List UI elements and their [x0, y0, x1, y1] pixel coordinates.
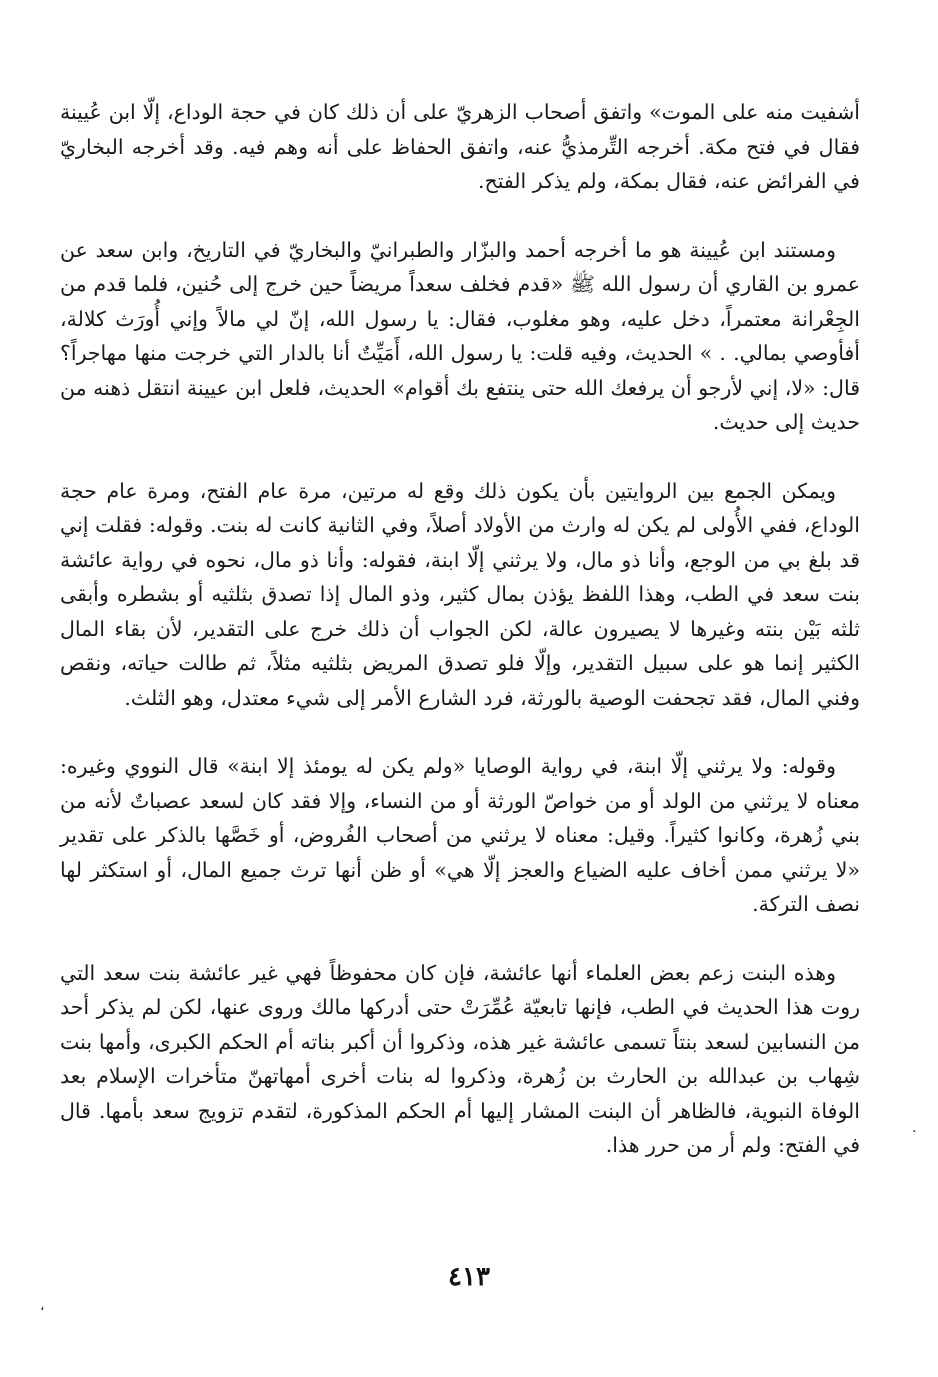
- paragraph-3: ويمكن الجمع بين الروايتين بأن يكون ذلك وقع له مرتين، مرة عام الفتح، ومرة عام حجة الوداع، ففي الأُولى لم يكن له وارث من الأولاد أصلاً، وفي الثانية كانت له بنت. وقوله: فقلت إني قد بلغ بي من الوجع، وأنا ذو مال، ولا يرثني إلّا ابنة، فقوله: وأنا ذو مال، نحوه في رواية عائشة بنت سعد في الطب، وهذا اللفظ يؤذن بمال كثير، وذو المال إذا تصدق بثلثيه أو بشطره وأبقى ثلثه بَيْن بنته وغيرها لا يصيرون عالة، لكن الجواب أن ذلك خرج على التقدير، لأن بقاء المال الكثير إنما هو على سبيل التقدير، وإلّا فلو تصدق المريض بثلثيه مثلاً، ثم طالت حياته، ونقص وفني المال، فقد تجحفت الوصية بالورثة، فرد الشارع الأمر إلى شيء معتدل، وهو الثلث.: [60, 478, 860, 710]
- paragraph-5: وهذه البنت زعم بعض العلماء أنها عائشة، فإن كان محفوظاً فهي غير عائشة بنت سعد التي روت هذا الحديث في الطب، فإنها تابعيّة عُمِّرَتْ حتى أدركها مالك وروى عنها، لكن لم يذكر أحد من النسابين لسعد بنتاً تسمى عائشة غير هذه، وذكروا أن أكبر بناته أم الحكم الكبرى، وأمها بنت شِهاب بن عبدالله بن الحارث بن زُهرة، وذكروا له بنات أخرى أمهاتهنّ متأخرات الإسلام بعد الوفاة النبوية، فالظاهر أن البنت المشار إليها أم الحكم المذكورة، لتقدم تزويج سعد بأمها. قال في الفتح: ولم أر من حرر هذا.: [60, 960, 860, 1157]
- margin-mark-bottom: ،: [40, 1298, 45, 1314]
- page-body: [60, 95, 860, 1197]
- paragraph-2: ومستند ابن عُيينة هو ما أخرجه أحمد والبزّار والطبرانيّ والبخاريّ في التاريخ، وابن سعد عن عمرو بن القاري أن رسول الله ﷺ «قدم فخلف سعداً مريضاً حين خرج إلى حُنين، فلما قدم من الجِعْرانة معتمراً، دخل عليه، وهو مغلوب، فقال: يا رسول الله، إنّ لي مالاً وإني أُورَث كلالة، أفأوصي بمالي. . » الحديث، وفيه قلت: يا رسول الله، أَمَيِّتٌ أنا بالدار التي خرجت منها مهاجراً؟ قال: «لا، إني لأرجو أن يرفعك الله حتى ينتفع بك أقوام» الحديث، فلعل ابن عيينة انتقل ذهنه من حديث إلى حديث.: [60, 237, 860, 434]
- paragraph-4: وقوله: ولا يرثني إلّا ابنة، في رواية الوصايا «ولم يكن له يومئذ إلا ابنة» قال النووي وغيره: معناه لا يرثني من الولد أو من خواصّ الورثة أو من النساء، وإلا فقد كان لسعد عصباتٌ لأنه من بني زُهرة، وكانوا كثيراً. وقيل: معناه لا يرثني من أصحاب الفُروض، أو خَصَّها بالذكر على تقدير «لا يرثني ممن أخاف عليه الضياع والعجز إلّا هي» أو ظن أنها ترث جميع المال، أو استكثر لها نصف التركة.: [60, 754, 860, 916]
- page-number: ٤١٣: [448, 1262, 490, 1292]
- paragraph-1: أشفيت منه على الموت» واتفق أصحاب الزهريّ على أن ذلك كان في حجة الوداع، إلّا ابن عُيينة فقال في فتح مكة. أخرجه التِّرمذيُّ عنه، واتفق الحفاظ على أنه وهم فيه. وقد أخرجه البخاريّ في الفرائض عنه، فقال بمكة، ولم يذكر الفتح.: [60, 100, 860, 193]
- margin-mark: .: [912, 1120, 917, 1136]
